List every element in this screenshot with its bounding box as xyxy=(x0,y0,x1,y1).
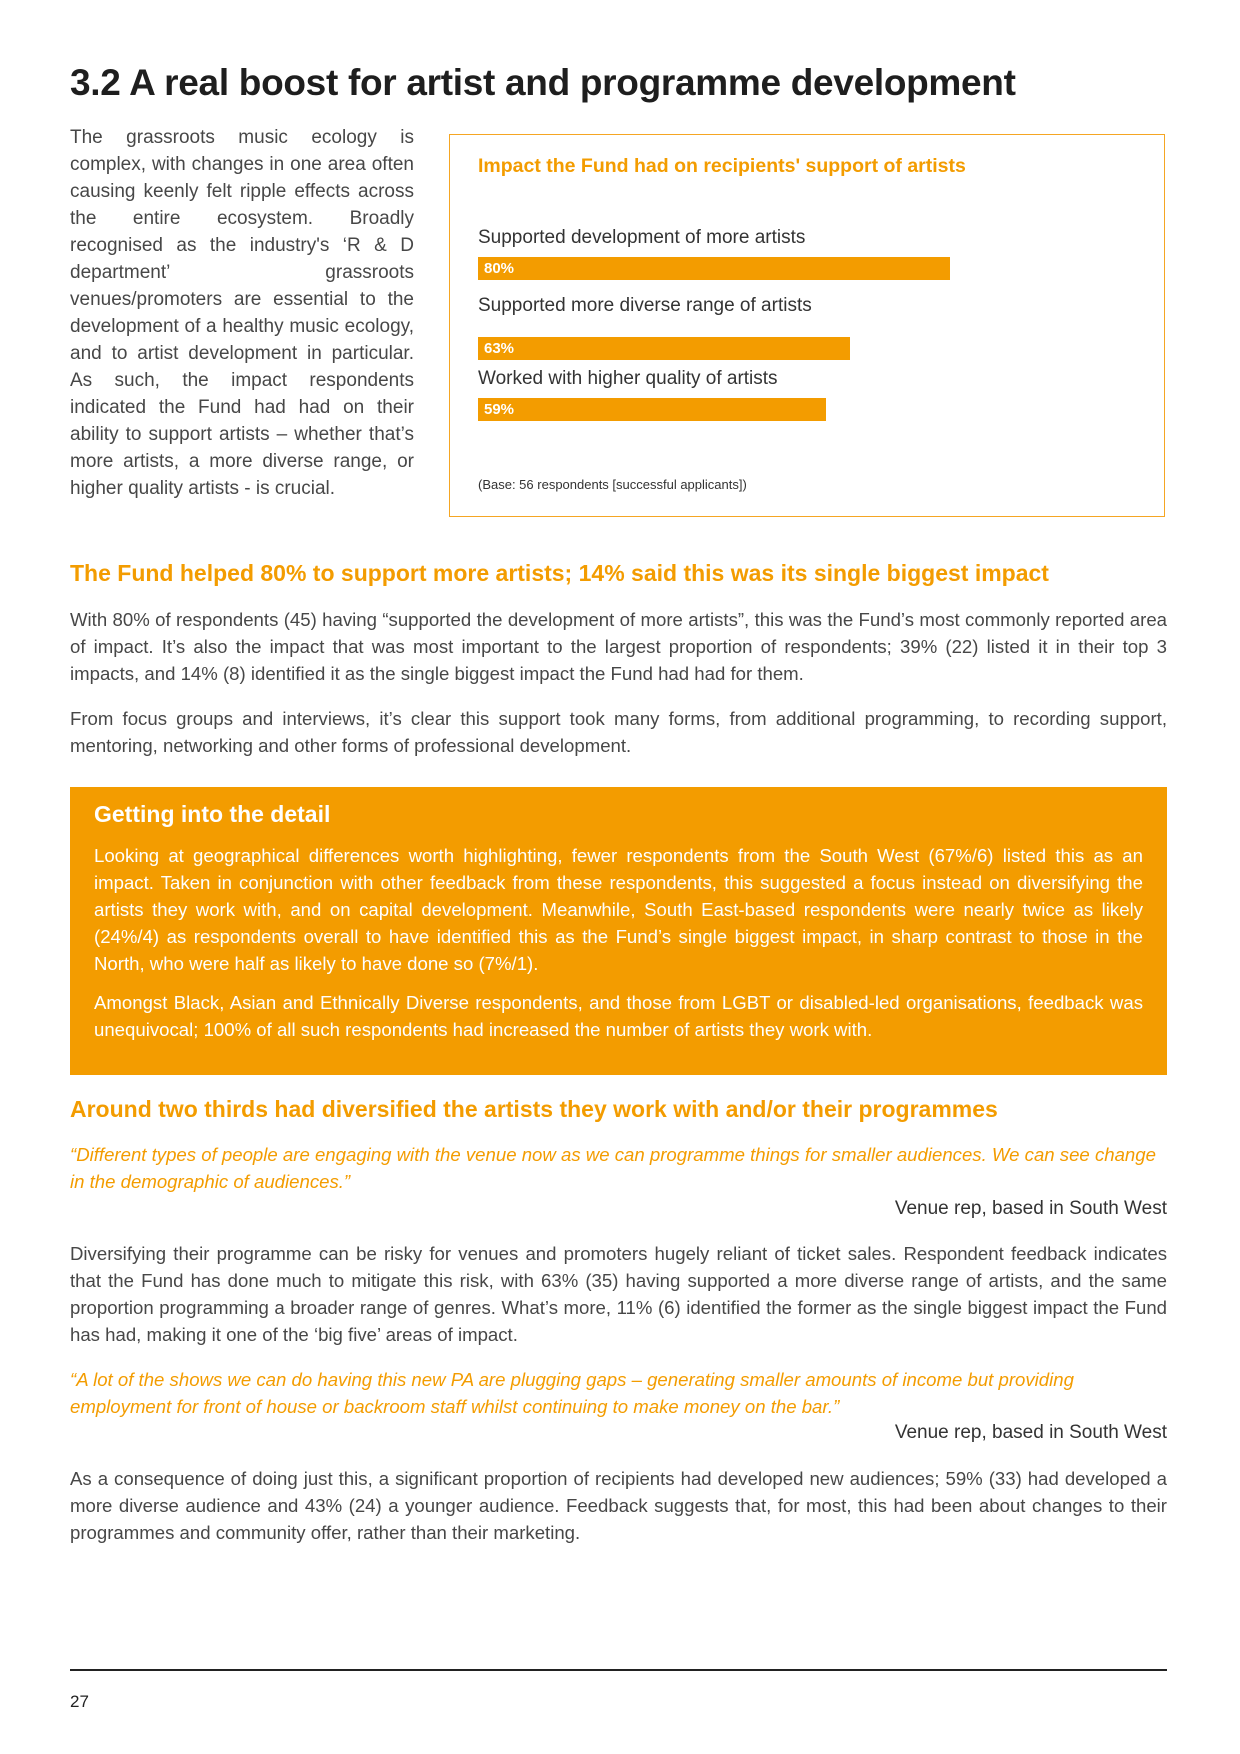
chart-title: Impact the Fund had on recipients' support of artists xyxy=(478,155,966,177)
bar-chart xyxy=(449,134,1165,517)
bar xyxy=(478,337,850,360)
callout-heading: Getting into the detail xyxy=(94,801,331,827)
quote-attribution: Venue rep, based in South West xyxy=(894,1198,1167,1219)
bar-label: Worked with higher quality of artists xyxy=(478,368,778,389)
bar-label: Supported development of more artists xyxy=(478,227,806,248)
bar-value-label: 63% xyxy=(484,340,515,357)
body-paragraph: With 80% of respondents (45) having “supported the development of more artists”, this was the Fund’s most commonly reported area of impact. It’s also the impact that was most important to the largest proportion of respondents; 39% (22) listed it in their top 3 impacts, and 14% (8) identified it as the single biggest impact the Fund had had for them. xyxy=(70,609,1167,684)
footer-divider xyxy=(70,1669,1167,1671)
bar-label: Supported more diverse range of artists xyxy=(478,295,812,316)
callout-paragraph: Amongst Black, Asian and Ethnically Diverse respondents, and those from LGBT or disabled-led organisations, feedback was unequivocal; 100% of all such respondents had increased the number of artists they work with. xyxy=(94,992,1143,1040)
intro-paragraph: The grassroots music ecology is complex, with changes in one area often causing keenly felt ripple effects across the entire ecosystem. Broadly recognised as the industry's ‘R & D department’ grassroots venues/promoters are essential to the development of a healthy music ecology, and to artist development in particular. As such, the impact respondents indicated the Fund had had on their ability to support artists – whether that’s more artists, a more diverse range, or higher quality artists - is crucial. xyxy=(70,127,414,499)
chart-base-note: (Base: 56 respondents [successful applicants]) xyxy=(478,477,747,492)
bar xyxy=(478,398,826,421)
bar-value-label: 59% xyxy=(484,401,515,418)
quote: “Different types of people are engaging with the venue now as we can programme things for smaller audiences. We can see change in the demographic of audiences.” xyxy=(70,1144,1156,1192)
detail-callout-box xyxy=(70,787,1167,1075)
quote-attribution: Venue rep, based in South West xyxy=(894,1422,1167,1443)
body-paragraph: From focus groups and interviews, it’s clear this support took many forms, from additional programming, to recording support, mentoring, networking and other forms of professional development. xyxy=(70,708,1167,756)
bar xyxy=(478,257,950,280)
section-heading-diversified: Around two thirds had diversified the artists they work with and/or their programmes xyxy=(70,1096,998,1122)
body-paragraph: As a consequence of doing just this, a significant proportion of recipients had developed new audiences; 59% (33) had developed a more diverse audience and 43% (24) a younger audience. Feedback suggests that, for most, this had been about changes to their programmes and community offer, rather than their marketing. xyxy=(70,1468,1167,1543)
page-title: 3.2 A real boost for artist and programme development xyxy=(70,62,1016,103)
section-heading-more-artists: The Fund helped 80% to support more artists; 14% said this was its single biggest impact xyxy=(70,560,1049,586)
body-paragraph: Diversifying their programme can be risky for venues and promoters hugely reliant of ticket sales. Respondent feedback indicates that the Fund has done much to mitigate this risk, with 63% (35) having supported a more diverse range of artists, and the same proportion programming a broader range of genres. What’s more, 11% (6) identified the former as the single biggest impact the Fund has had, making it one of the ‘big five’ areas of impact. xyxy=(70,1243,1167,1345)
quote: “A lot of the shows we can do having this new PA are plugging gaps – generating smaller amounts of income but providing employment for front of house or backroom staff whilst continuing to make money on the bar.” xyxy=(70,1369,1074,1417)
page-number: 27 xyxy=(70,1692,89,1711)
bar-value-label: 80% xyxy=(484,260,515,277)
callout-paragraph: Looking at geographical differences worth highlighting, fewer respondents from the South West (67%/6) listed this as an impact. Taken in conjunction with other feedback from these respondents, this suggested a focus instead on diversifying the artists they work with, and on capital development. Meanwhile, South East-based respondents were nearly twice as likely (24%/4) as respondents overall to have identified this as the Fund’s single biggest impact, in sharp contrast to those in the North, who were half as likely to have done so (7%/1). xyxy=(94,845,1143,974)
